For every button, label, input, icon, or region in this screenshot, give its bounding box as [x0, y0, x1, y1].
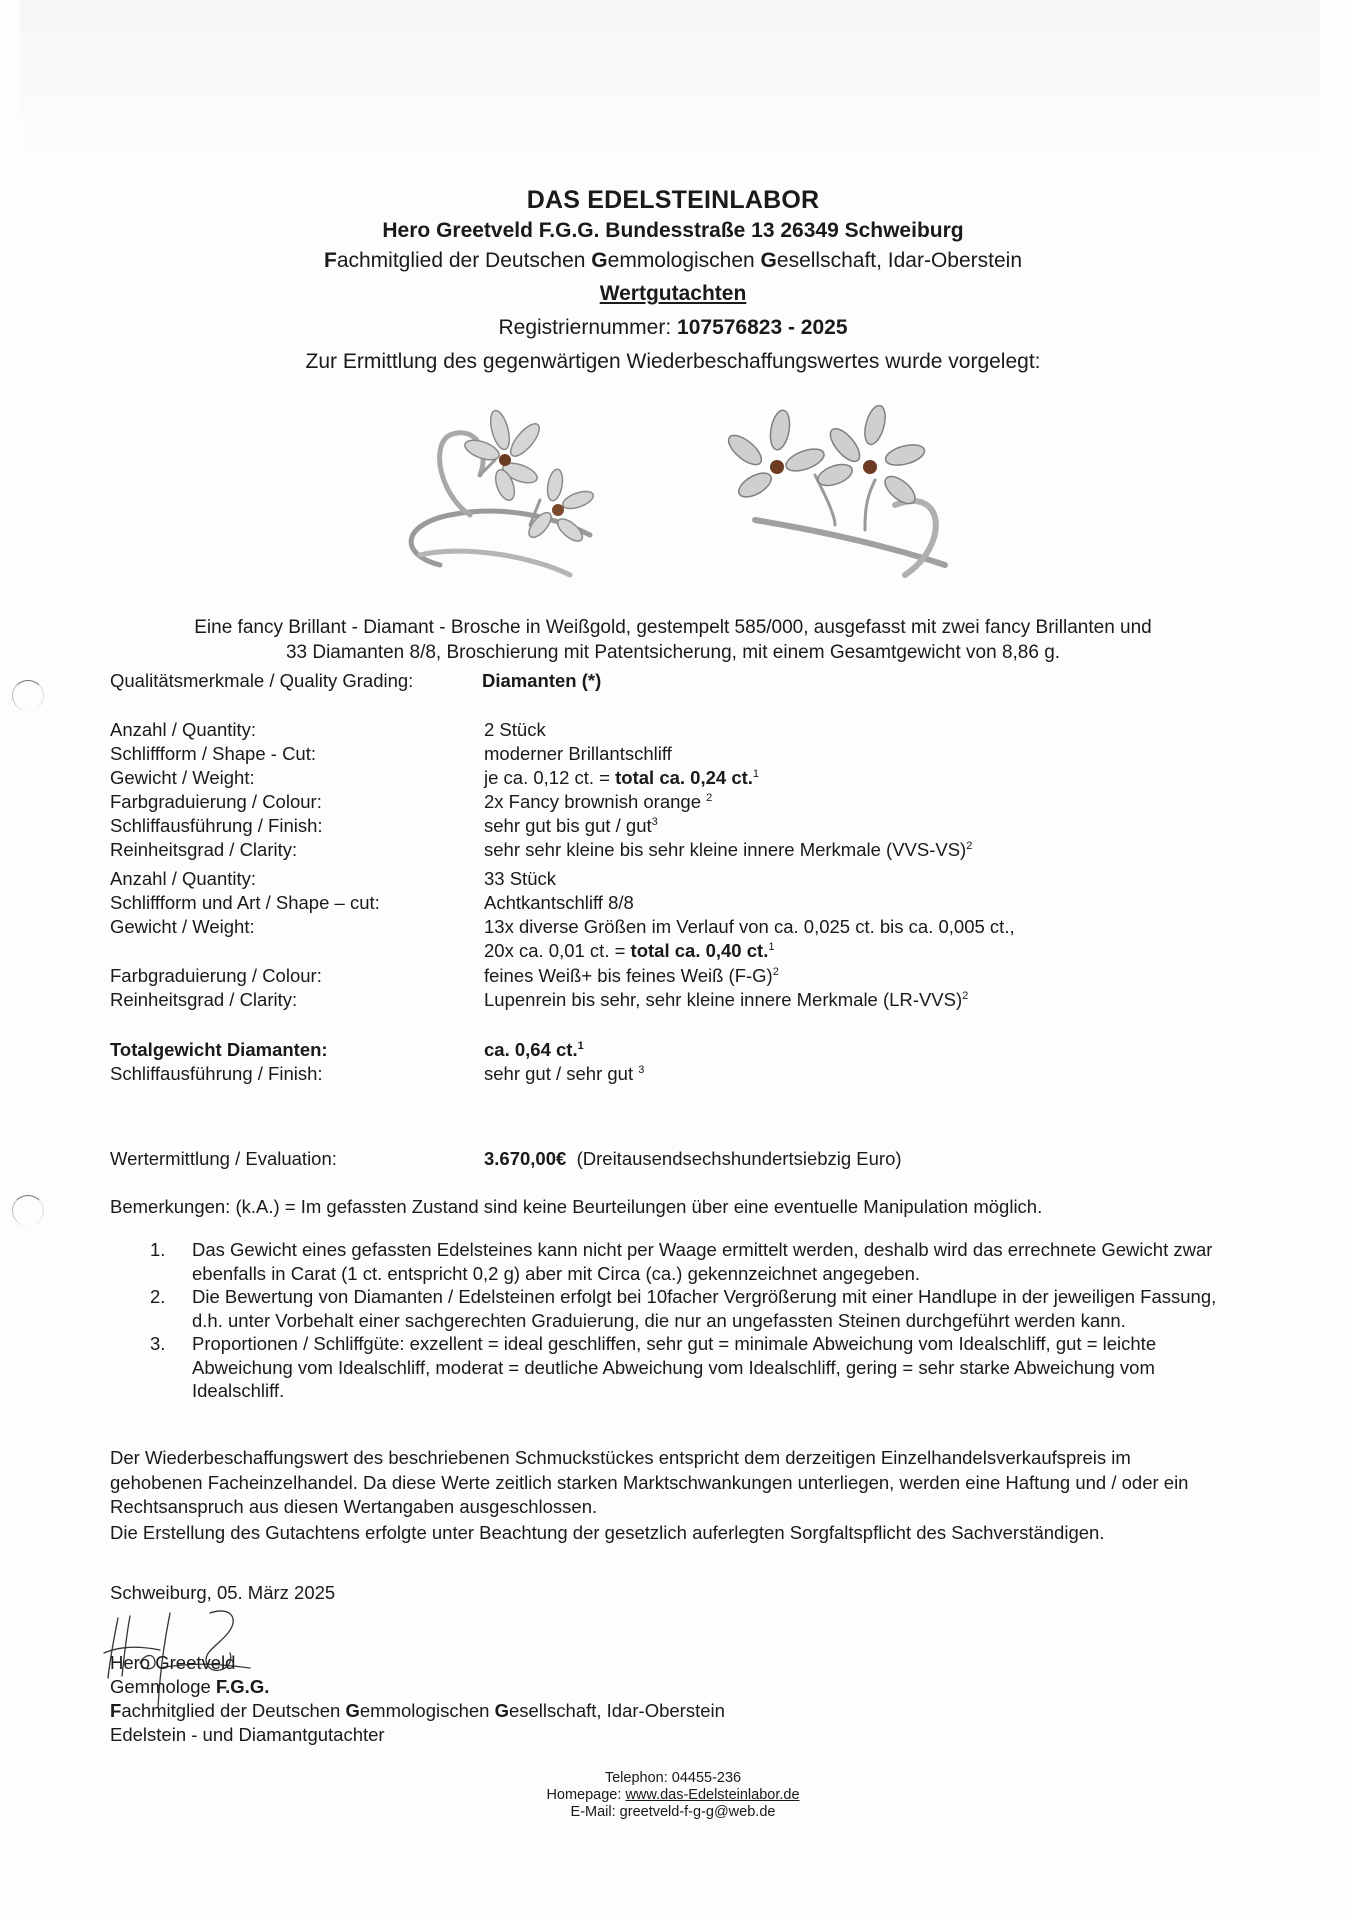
evaluation-label: Wertermittlung / Evaluation:: [110, 1148, 337, 1169]
clarity-value: Lupenrein bis sehr, sehr kleine innere Merkmale (LR-VVS): [484, 989, 963, 1010]
title-abbrev: F.G.G.: [215, 1676, 270, 1697]
brown-diamond: [499, 454, 511, 466]
footnote-ref: 1: [577, 1039, 584, 1052]
spec-value: [484, 965, 779, 987]
membership-text: Fachmitglied der Deutschen Gemmologischen Gesellschaft, Idar-Oberstein: [323, 249, 1022, 272]
footnote-ref: 1: [768, 940, 775, 953]
footnote-ref: 2: [962, 989, 969, 1002]
signer-membership: Fachmitglied der Deutschen Gemmologischen Gesellschaft, Idar-Oberstein: [110, 1700, 725, 1721]
finish-label: Schliffausführung / Finish:: [110, 1063, 323, 1084]
company-address: Hero Greetveld F.G.G. Bundesstraße 13 26349 Schweiburg: [382, 219, 964, 242]
registration-line: [0, 316, 1346, 340]
place-date: Schweiburg, 05. März 2025: [110, 1582, 336, 1603]
intro-text: Zur Ermittlung des gegenwärtigen Wiederbeschaffungswertes wurde vorgelegt:: [305, 350, 1041, 373]
spec-label: Anzahl / Quantity:: [110, 719, 257, 740]
footnote-ref: 2: [966, 839, 973, 852]
brooch-photo-side: [380, 405, 640, 595]
brown-diamond: [863, 460, 877, 474]
finish-value: sehr gut bis gut / gut: [484, 815, 652, 836]
weight-total: total ca. 0,24 ct.: [615, 767, 753, 788]
company-name: DAS EDELSTEINLABOR: [526, 186, 820, 214]
spec-value: [484, 815, 658, 837]
spec-value: 13x diverse Größen im Verlauf von ca. 0,025 ct. bis ca. 0,005 ct.,: [484, 916, 1015, 937]
footnote-text: Die Bewertung von Diamanten / Edelsteinen erfolgt bei 10facher Vergrößerung mit einer Handlupe in der jeweiligen Fassung, d.h. unter Vorbehalt einer sachgerechten Graduierung, die nur an ungefassten Steinen durchgeführt werden kann.: [192, 1286, 1217, 1331]
spec-label: Anzahl / Quantity:: [110, 868, 257, 889]
weight-total: total ca. 0,40 ct.: [630, 940, 769, 961]
description-line-2: 33 Diamanten 8/8, Broschierung mit Patentsicherung, mit einem Gesamtgewicht von 8,86 g.: [285, 642, 1061, 663]
spec-label: Gewicht / Weight:: [110, 767, 255, 788]
diligence-paragraph: Die Erstellung des Gutachtens erfolgte unter Beachtung der gesetzlich auferlegten Sorgfaltspflicht des Sachverständigen.: [110, 1522, 1105, 1543]
footnote-item: [140, 1238, 1220, 1285]
remarks: Bemerkungen: (k.A.) = Im gefassten Zustand sind keine Beurteilungen über eine eventuelle Manipulation möglich.: [110, 1196, 1043, 1217]
footnote-number: 3.: [150, 1333, 166, 1354]
spec-value: [484, 839, 972, 861]
company-membership: [0, 249, 1346, 273]
description-line-1: Eine fancy Brillant - Diamant - Brosche in Weißgold, gestempelt 585/000, ausgefasst mit zwei fancy Brillanten und: [194, 617, 1152, 638]
finish-value: [484, 1063, 644, 1085]
title-prefix: Gemmologe: [110, 1676, 216, 1697]
footnote-number: 1.: [150, 1239, 166, 1260]
brown-diamond: [552, 504, 564, 516]
footnote-item: [140, 1285, 1220, 1332]
document-title: Wertgutachten: [599, 282, 747, 305]
weight-small: 20x ca. 0,01 ct. =: [484, 940, 631, 961]
clarity-value: sehr sehr kleine bis sehr kleine innere Merkmale (VVS-VS): [484, 839, 967, 860]
signer-role: Edelstein - und Diamantgutachter: [110, 1724, 385, 1745]
homepage-link[interactable]: www.das-Edelsteinlabor.de: [625, 1787, 800, 1803]
footnote-number: 2.: [150, 1286, 166, 1307]
replacement-value-paragraph: Der Wiederbeschaffungswert des beschriebenen Schmuckstückes entspricht dem derzeitigen Einzelhandelsverkaufspreis im gehobenen Facheinzelhandel. Da diese Werte zeitlich starken Marktschwankungen unterliegen, werden eine Haftung und / oder ein Rechtsanspruch aus diesen Wertangaben ausgeschlossen.: [110, 1447, 1189, 1517]
spec-value: [484, 767, 759, 789]
footnote-ref: 3: [638, 1063, 645, 1076]
evaluation-amount: 3.670,00€: [484, 1148, 567, 1169]
registration-number: 107576823 - 2025: [677, 316, 848, 339]
colour-value: feines Weiß+ bis feines Weiß (F-G): [484, 965, 773, 986]
spec-value-continued: [484, 940, 774, 962]
signer-name: Hero Greetveld: [110, 1652, 236, 1673]
footnote-text: Das Gewicht eines gefassten Edelsteines kann nicht per Waage ermittelt werden, deshalb wird das errechnete Gewicht zwar ebenfalls in Carat (1 ct. entspricht 0,2 g) aber mit Circa (ca.) gekennzeichnet angegeben.: [192, 1239, 1213, 1284]
spec-label: Farbgraduierung / Colour:: [110, 791, 322, 812]
finish-text: sehr gut / sehr gut: [484, 1063, 639, 1084]
homepage-label: Homepage:: [546, 1787, 626, 1803]
colour-value: 2x Fancy brownish orange: [484, 791, 707, 812]
weight-each: je ca. 0,12 ct. =: [484, 767, 616, 788]
spec-label: Farbgraduierung / Colour:: [110, 965, 322, 986]
signer-title: [110, 1676, 269, 1698]
spec-label: Reinheitsgrad / Clarity:: [110, 989, 298, 1010]
spec-value: [484, 791, 712, 813]
total-weight-label: Totalgewicht Diamanten:: [110, 1039, 328, 1060]
spec-value: Achtkantschliff 8/8: [484, 892, 634, 913]
punch-hole-mark: [12, 1195, 44, 1226]
brown-diamond: [770, 460, 784, 474]
scan-background: [20, 0, 1320, 175]
spec-label: Reinheitsgrad / Clarity:: [110, 839, 298, 860]
registration-label: Registriernummer:: [498, 316, 672, 339]
punch-hole-mark: [12, 680, 44, 711]
item-description: [0, 615, 1346, 665]
footnote-ref: 2: [706, 791, 713, 804]
brooch-photo-front: [715, 405, 965, 595]
footnote-ref: 2: [772, 965, 779, 978]
footnote-item: [140, 1332, 1220, 1403]
footnote-text: Proportionen / Schliffgüte: exzellent = ideal geschliffen, sehr gut = minimale Abweichung vom Idealschliff, gut = leichte Abweichung vom Idealschliff, moderat = deutliche Abweichung vom Idealschliff, gering = sehr starke Abweichung vom Idealschliff.: [192, 1333, 1157, 1401]
footnotes-list: [140, 1238, 1220, 1403]
footer-homepage: [0, 1787, 1346, 1804]
footnote-ref: 3: [651, 815, 658, 828]
grading-label: Qualitätsmerkmale / Quality Grading:: [110, 670, 414, 691]
spec-label: Schliffausführung / Finish:: [110, 815, 323, 836]
spec-label: Schliffform und Art / Shape – cut:: [110, 892, 380, 913]
evaluation-amount-words: (Dreitausendsechshundertsiebzig Euro): [576, 1148, 902, 1169]
total-weight-text: ca. 0,64 ct.: [484, 1039, 578, 1060]
spec-value: 2 Stück: [484, 719, 546, 740]
spec-label: Schliffform / Shape - Cut:: [110, 743, 316, 764]
footer-email: E-Mail: greetveld-f-g-g@web.de: [570, 1804, 776, 1820]
spec-value: moderner Brillantschliff: [484, 743, 672, 764]
grading-value: Diamanten (*): [482, 670, 602, 691]
evaluation-value: [484, 1148, 902, 1170]
spec-label: Gewicht / Weight:: [110, 916, 255, 937]
footer-phone: Telephon: 04455-236: [604, 1770, 742, 1786]
spec-value: [484, 989, 968, 1011]
contact-footer: [0, 1770, 1346, 1821]
total-weight-value: [484, 1039, 584, 1061]
spec-value: 33 Stück: [484, 868, 556, 889]
footnote-ref: 1: [752, 767, 760, 780]
